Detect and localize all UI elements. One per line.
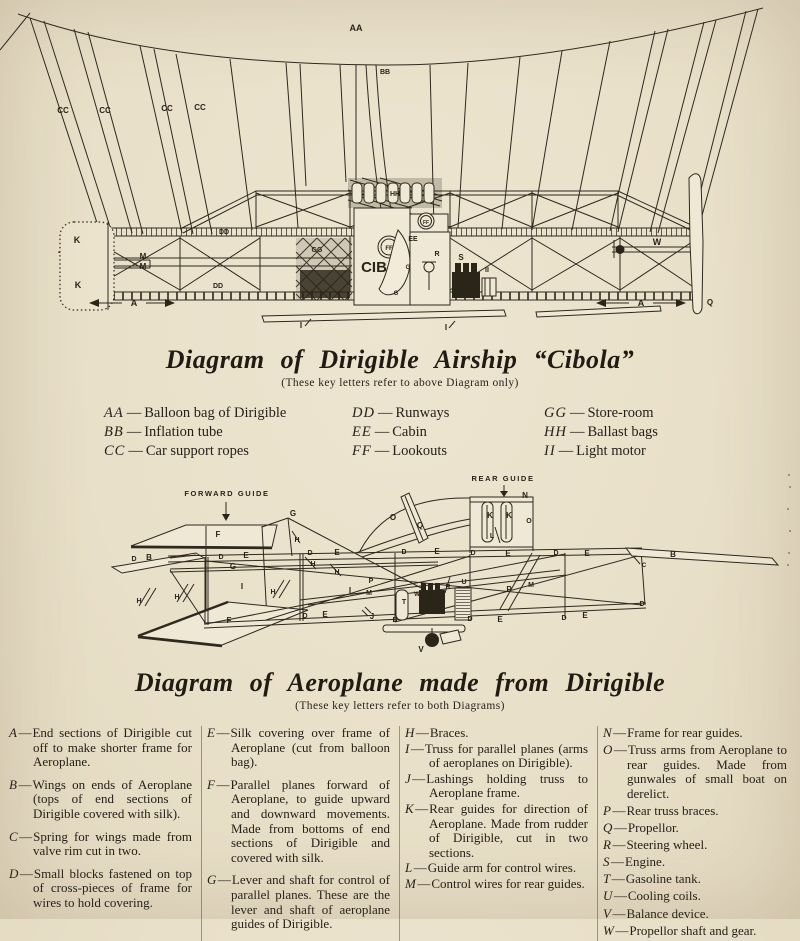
label-e: E [505,549,511,558]
right-wing [626,548,778,565]
key-desc: Lashings holding truss to Aeroplane frame. [426,770,588,801]
key-desc: Engine. [625,854,666,870]
label-ee: EE [408,236,418,243]
label-cc: CC [99,106,111,115]
label-s: S [428,592,434,599]
key-desc: Rear guides for direction of Aeroplane. Made from rudder of Dirigible, cut in two sections. [429,800,588,860]
forward-guide-label: FORWARD GUIDE [184,489,270,498]
dash: — [613,725,627,740]
label-w: W [414,592,420,598]
aeroplane-diagram [0,469,800,665]
label-k: K [74,280,82,290]
label-cc: CC [161,104,173,113]
label-g: G [405,265,411,271]
key-term: K [405,800,415,816]
landing-skids [262,306,661,328]
key-column [400,726,598,941]
key-term: GG [544,405,567,421]
key-desc: Light motor [576,443,646,459]
key-desc: Frame for rear guides. [627,725,743,740]
label-d: D [467,616,473,623]
key-term: M [405,875,417,891]
key-item [603,743,787,801]
key-term: FF [352,443,372,459]
label-d: D [401,549,407,556]
page-specks [787,474,791,566]
label-m: M [139,252,147,261]
store-room-crosshatch [296,238,352,300]
label-p: P [506,585,512,594]
key-item [544,442,764,461]
rear-rudder-section-k [60,222,114,310]
label-j: J [369,612,375,621]
label-b: B [670,550,676,559]
dirigible-diagram-title: Diagram of Dirigible Airship “Cibola” [165,345,635,374]
key-item [544,404,764,423]
label-ff: FF [385,246,393,252]
dash: — [217,872,231,888]
key-term: CC [104,443,126,459]
key-item [9,726,192,770]
label-d: D [553,550,559,557]
label-g: G [229,562,237,571]
label-dd: DD [218,229,230,236]
key-term: F [207,776,216,792]
key-desc: Steering wheel. [626,837,708,853]
key-desc: Parallel planes forward of Aeroplane, to guide upward and downward movements. Made from bottoms of end sections of Dirigible and covered with silk. [230,776,390,865]
aeroplane-key-list [0,726,800,941]
key-item [544,423,764,442]
label-d: D [302,613,308,620]
key-term: C [9,828,19,844]
key-column [598,726,796,941]
key-term: T [603,871,611,887]
key-desc: Truss arms from Aeroplane to rear guides. Made from gunwales of small boat on derelict. [627,742,787,801]
key-desc: Propellor. [627,820,679,836]
label-o: O [526,518,532,525]
key-item [9,867,192,911]
machinery [362,577,471,647]
label-i: I [299,321,303,330]
label-s: S [458,253,464,262]
key-desc: Spring for wings made from valve rim cut in two. [33,828,192,859]
label-d: D [470,550,476,557]
label-d: D [392,617,398,624]
dash: — [18,725,32,740]
dash: — [613,820,627,836]
label-n: N [522,491,528,500]
key-term: P [603,802,612,818]
key-desc: Ballast bags [587,424,658,440]
key-item [9,778,192,822]
aeroplane-diagram-subtitle: (These key letters refer to both Diagrams) [295,700,505,712]
label-d: D [131,556,137,563]
key-term: BB [104,424,124,440]
key-item [104,423,352,442]
key-term: U [603,888,613,904]
label-o: O [389,513,397,522]
label-e: E [243,551,249,560]
label-e: E [584,549,590,558]
key-desc: Guide arm for control wires. [427,860,577,876]
label-d: D [561,615,567,622]
label-r: R [445,584,451,591]
key-term: G [207,872,217,888]
label-l: L [489,533,495,540]
key-term: N [603,725,613,740]
label-p: P [368,578,374,585]
key-desc: Small blocks fastened on top of cross-pieces of frame for wires to hold covering. [33,865,192,910]
key-item [207,726,390,770]
key-desc: End sections of Dirigible cut off to make shorter frame for Aeroplane. [32,725,192,770]
label-u: U [461,579,467,586]
key-desc: Gasoline tank. [625,871,701,887]
key-item [405,861,588,876]
key-term: HH [544,424,567,440]
dash: — [374,443,390,459]
key-column [202,726,400,941]
key-item [104,404,352,423]
label-i: I [444,323,448,332]
dash: — [611,854,624,870]
key-column [352,404,544,461]
dash: — [413,860,427,876]
key-desc: Lever and shaft for control of parallel planes. These are the lever and shaft of aeroplane guides of Dirigible. [231,872,390,932]
dash: — [126,424,142,440]
label-cc: CC [194,103,206,112]
dash: — [569,405,585,421]
label-g: G [393,291,399,297]
dash: — [19,865,33,881]
label-h: H [334,569,340,576]
dash: — [126,405,142,421]
label-k: K [73,235,81,245]
label-h: H [174,594,180,601]
label-b: B [146,553,152,562]
label-d: D [307,550,313,557]
key-desc: Propellor shaft and gear. [629,922,757,938]
label-f: F [226,616,232,625]
key-desc: Wings on ends of Aeroplane (tops of end sections of Dirigible covered with silk). [32,776,192,821]
dash: — [417,875,431,891]
label-h: H [294,537,300,544]
label-e: E [582,611,588,620]
key-desc: Store-room [587,405,654,421]
dash: — [613,742,627,758]
label-c: C [641,563,647,569]
key-desc: Braces. [429,725,469,740]
label-dd: DD [212,283,224,290]
label-t: T [401,599,407,606]
dash: — [412,770,426,786]
key-term: B [9,776,18,792]
dash: — [558,443,574,459]
key-item [603,804,787,819]
label-w: W [652,237,662,247]
key-item [603,872,787,887]
label-aa: AA [349,23,363,33]
engine-and-motor [452,263,496,298]
label-cib: CIB [361,259,387,276]
key-column [104,404,352,461]
label-v: V [418,645,424,654]
key-term: II [544,443,556,459]
label-e: E [322,610,328,619]
label-h: H [310,561,316,568]
key-item [9,830,192,859]
dash: — [19,828,33,844]
dash: — [415,725,429,740]
label-k: K [487,511,493,520]
key-term: D [9,865,19,881]
label-m: M [139,262,147,271]
key-term: E [207,725,216,740]
label-i: I [348,586,352,595]
dash: — [611,871,625,887]
key-desc: Rear truss braces. [626,802,719,818]
aeroplane-diagram-title: Diagram of Aeroplane made from Dirigible [134,668,666,697]
key-desc: Truss for parallel planes (arms of aeroplanes on Dirigible). [424,740,588,771]
key-item [405,742,588,771]
rear-guide-label: REAR GUIDE [471,474,535,483]
label-q: Q [706,298,714,307]
dash: — [612,837,626,853]
label-i: I [240,582,244,591]
key-item [405,877,588,892]
key-desc: Silk covering over frame of Aeroplane (cut from balloon bag). [230,725,390,770]
key-item [603,726,787,741]
key-item [207,778,390,866]
key-item [405,802,588,860]
key-term: DD [352,405,375,421]
dash: — [18,776,32,792]
dash: — [612,905,626,921]
dash: — [410,740,424,756]
key-desc: Lookouts [392,443,447,459]
label-gg: GG [311,247,323,254]
key-item [603,821,787,836]
key-desc: Cooling coils. [627,888,701,904]
dash: — [615,922,629,938]
dirigible-key-list [104,404,800,461]
key-desc: Runways [395,405,450,421]
key-term: EE [352,424,372,440]
label-m: M [366,590,372,597]
label-e: E [334,548,340,557]
label-e: E [497,615,503,624]
key-term: V [603,905,612,921]
label-r: R [434,251,440,258]
label-cc: CC [57,106,69,115]
label-g: G [289,509,297,518]
key-column [4,726,202,941]
dash: — [612,802,626,818]
forward-guide-planes [131,525,308,646]
key-term: H [405,725,415,740]
key-desc: Inflation tube [144,424,223,440]
dash: — [415,800,429,816]
label-a: A [130,298,138,308]
label-ii: II [485,267,489,274]
key-item [104,442,352,461]
balance-ball [425,633,439,647]
key-item [603,855,787,870]
key-item [405,726,588,741]
key-item [603,924,787,939]
label-d: D [218,554,224,561]
key-term: A [9,725,18,740]
key-term: J [405,770,412,786]
label-k: K [506,511,512,520]
key-desc: Balloon bag of Dirigible [144,405,287,421]
dirigible-diagram-subtitle: (These key letters refer to above Diagram only) [281,377,519,389]
key-desc: Cabin [392,424,427,440]
key-item [352,423,544,442]
key-item [603,889,787,904]
key-term: Q [603,820,613,836]
label-e: E [434,547,440,556]
key-item [603,838,787,853]
label-h: H [270,589,276,596]
label-a: A [637,298,645,308]
key-column [544,404,764,461]
key-item [352,442,544,461]
key-item [405,772,588,801]
key-term: AA [104,405,124,421]
label-q: Q [416,521,424,530]
key-term: L [405,860,413,876]
dash: — [613,888,627,904]
label-d: D [639,601,645,608]
label-ff: FF [422,220,430,226]
key-desc: Car support ropes [145,443,249,459]
dirigible-diagram [0,0,800,342]
balloon-envelope [0,8,763,65]
key-term: O [603,742,613,758]
propellor-blade-q [689,174,703,314]
dash: — [569,424,585,440]
dash: — [377,405,393,421]
key-desc: Balance device. [626,905,709,921]
key-item [207,873,390,931]
label-bb: BB [379,69,391,76]
key-item [352,404,544,423]
dash: — [216,725,230,740]
dash: — [128,443,143,459]
key-term: I [405,740,410,756]
label-f: F [215,530,221,539]
label-m: M [528,582,534,589]
key-term: R [603,837,612,853]
label-h: H [136,598,142,605]
key-term: W [603,922,615,938]
label-hh: HH [389,191,401,198]
dash: — [374,424,390,440]
key-desc: Control wires for rear guides. [431,875,585,891]
key-term: S [603,854,610,870]
dash: — [216,776,230,792]
rear-guide-assembly [356,497,540,611]
